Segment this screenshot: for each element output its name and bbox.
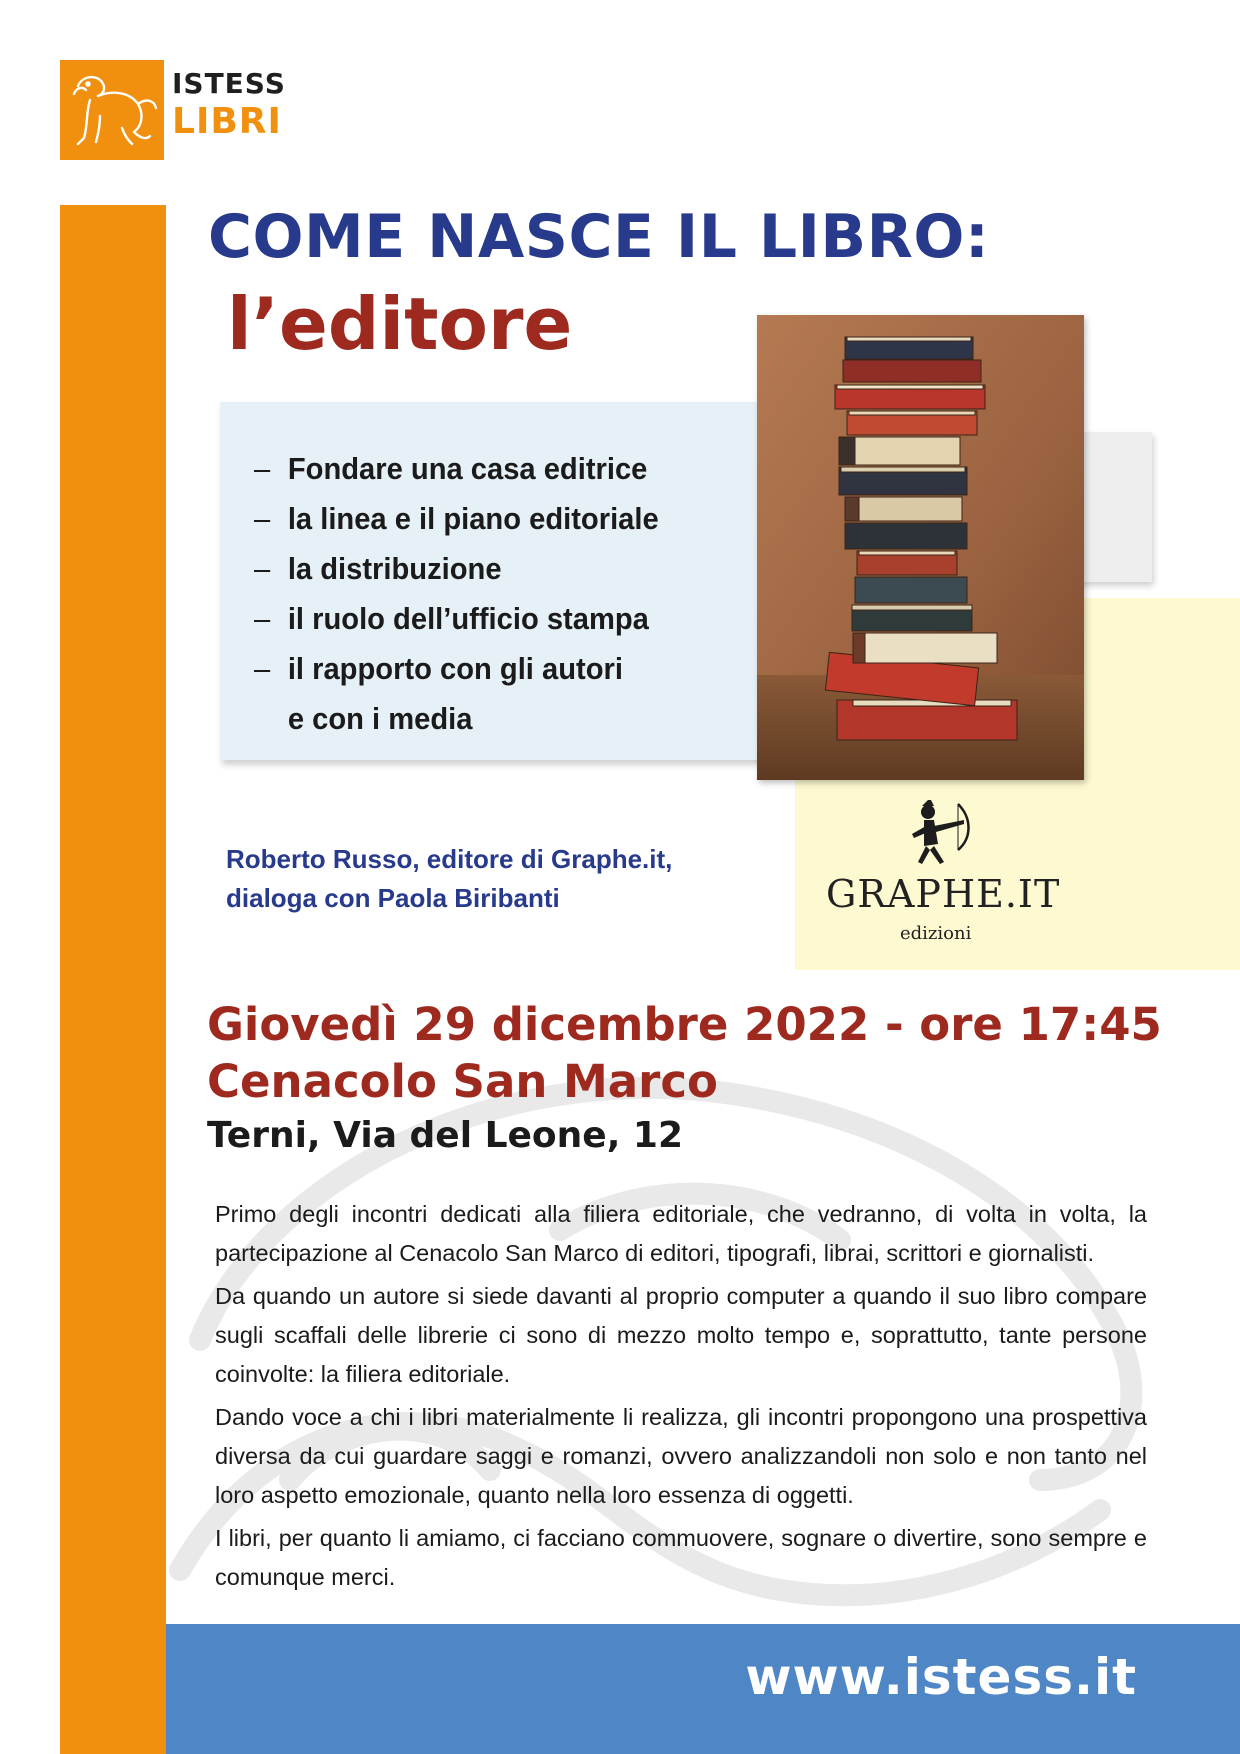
istess-logo-box [60, 60, 164, 160]
orange-side-bar [60, 205, 166, 1754]
event-address: Terni, Via del Leone, 12 [207, 1115, 684, 1156]
speakers-line-1: Roberto Russo, editore di Graphe.it, [226, 844, 673, 874]
event-venue: Cenacolo San Marco [207, 1055, 718, 1108]
graphe-logo-subtitle: edizioni [900, 923, 972, 944]
event-date-time: Giovedì 29 dicembre 2022 - ore 17:45 [207, 998, 1162, 1051]
speakers-text [226, 840, 672, 918]
topic-item: – il ruolo dell’ufficio stampa [254, 601, 649, 636]
topic-item: – Fondare una casa editrice [254, 451, 648, 486]
logo-line-2: LIBRI [172, 101, 282, 142]
speakers-line-2: dialoga con Paola Biribanti [226, 883, 560, 913]
book-stack-photo [757, 315, 1084, 780]
paragraph: Primo degli incontri dedicati alla filiera editoriale, che vedranno, di volta in volta, la partecipazione al Cenacolo San Marco di editori, tipografi, librai, scrittori e giornalisti. [215, 1201, 1147, 1266]
topic-item-continuation: e con i media [287, 701, 473, 736]
paragraph: I libri, per quanto li amiamo, ci facciano commuovere, sognare o divertire, sono sempre e comunque merci. [215, 1525, 1147, 1590]
website-link[interactable]: www.istess.it [745, 1648, 1137, 1706]
logo-line-1: ISTESS [172, 67, 286, 100]
description-text [215, 1195, 1147, 1601]
istess-logo-text [172, 67, 286, 142]
topic-item: – la distribuzione [254, 551, 502, 586]
page-title: COME NASCE IL LIBRO: [208, 202, 990, 272]
paragraph: Da quando un autore si siede davanti al proprio computer a quando il suo libro compare sugli scaffali delle librerie ci sono di mezzo molto tempo e, soprattutto, tante persone coinvolte: la filiera editoriale. [215, 1283, 1147, 1387]
topic-item: – il rapporto con gli autori e con i media [254, 644, 659, 744]
graphe-logo-name: GRAPHE.IT [826, 872, 1061, 916]
paragraph: Dando voce a chi i libri materialmente li realizza, gli incontri propongono una prospettiva diversa da cui guardare saggi e romanzi, ovvero analizzandoli non solo e non tanto nel loro aspetto emozionale, quanto nella loro essenza di oggetti. [215, 1404, 1147, 1508]
lion-icon [60, 60, 164, 160]
topic-list [254, 444, 685, 744]
topic-item: – la linea e il piano editoriale [254, 501, 659, 536]
page-subtitle: l’editore [227, 282, 573, 366]
